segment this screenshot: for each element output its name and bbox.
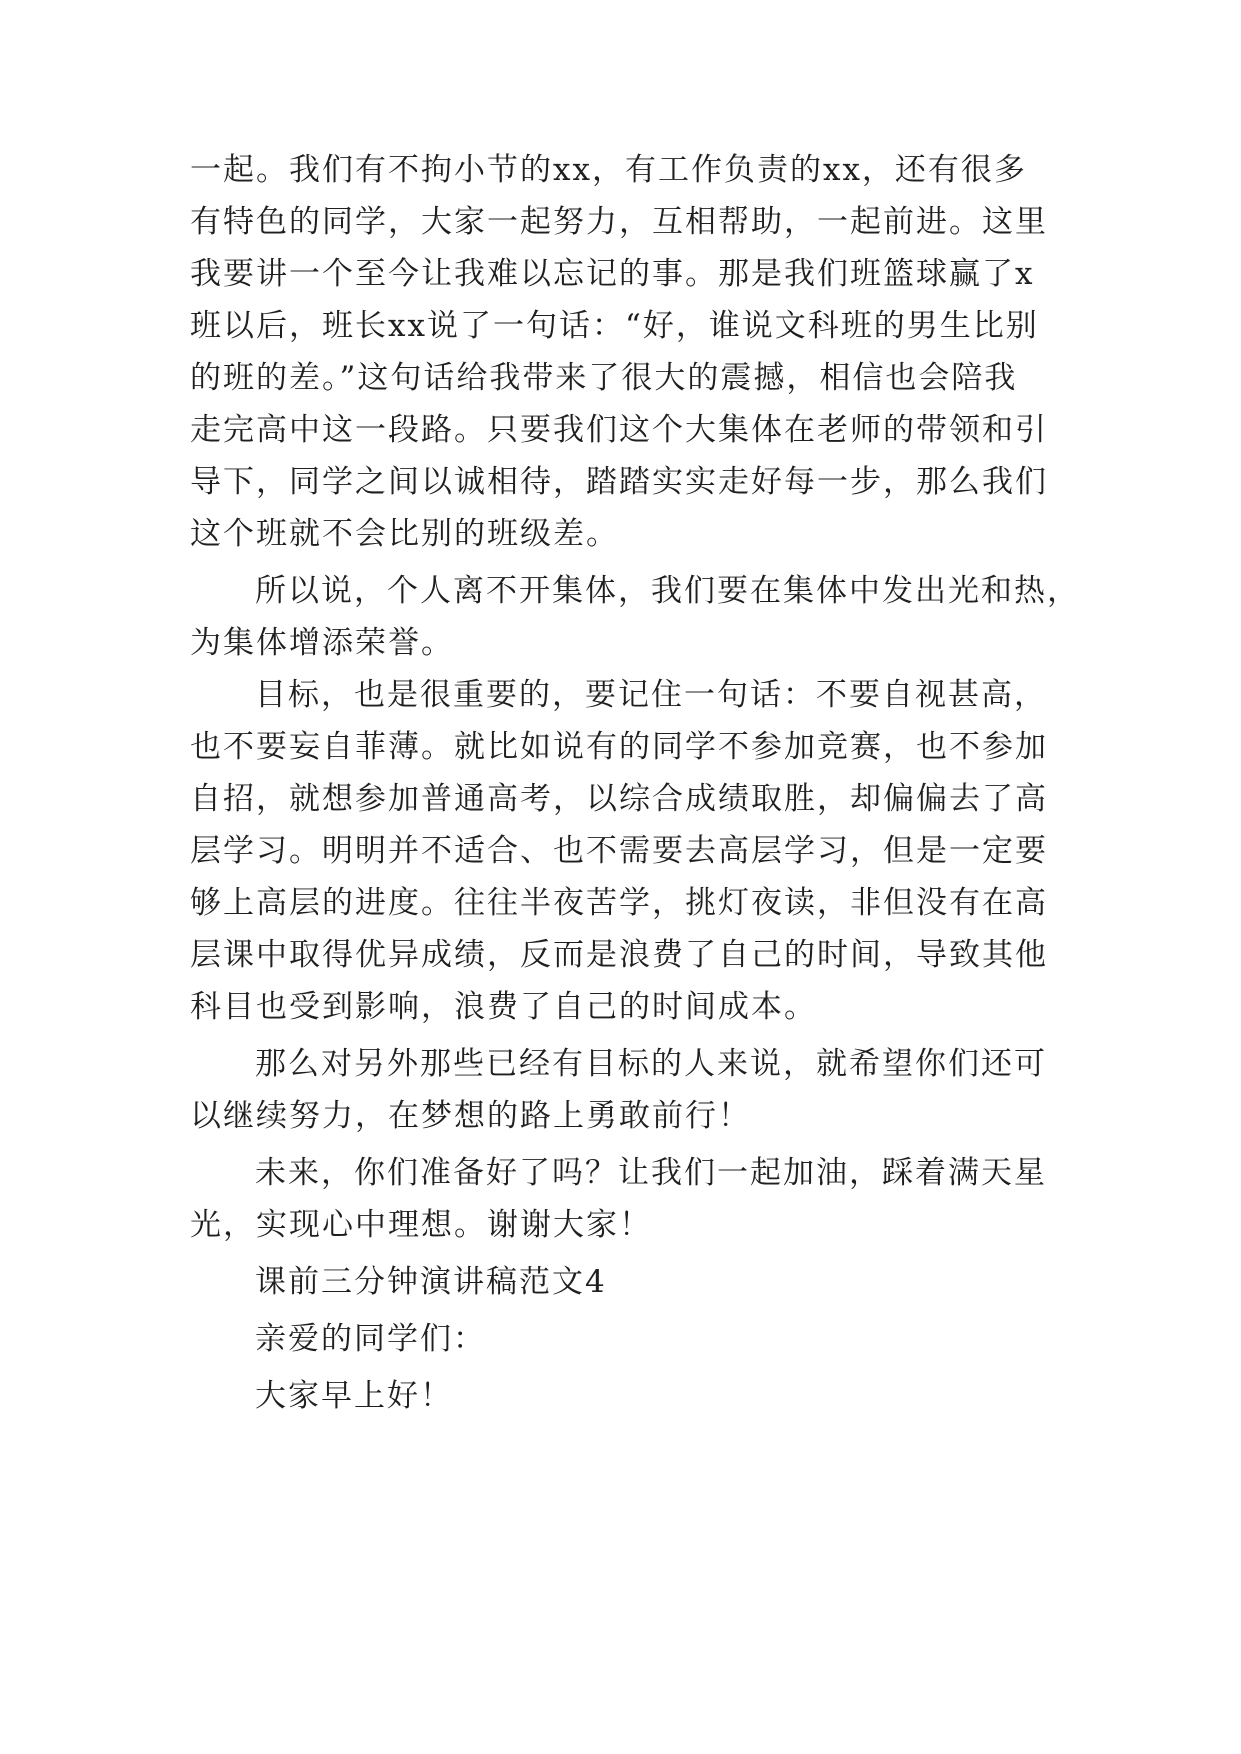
text-line: 够上高层的进度。往往半夜苦学，挑灯夜读，非但没有在高 [190, 885, 1048, 921]
text-line: 这个班就不会比别的班级差。 [190, 516, 619, 552]
text-line: 为集体增添荣誉。 [190, 625, 454, 661]
text-line: 光，实现心中理想。谢谢大家！ [190, 1207, 652, 1243]
text-line: 导下，同学之间以诚相待，踏踏实实走好每一步，那么我们 [190, 464, 1048, 500]
text-line: 有特色的同学，大家一起努力，互相帮助，一起前进。这里 [190, 204, 1048, 240]
text-line: 以继续努力，在梦想的路上勇敢前行！ [190, 1098, 751, 1134]
text-line: 一起。我们有不拘小节的xx，有工作负责的xx，还有很多 [190, 152, 1027, 188]
text-line: 走完高中这一段路。只要我们这个大集体在老师的带领和引 [190, 412, 1048, 448]
text-line: 我要讲一个至今让我难以忘记的事。那是我们班篮球赢了x [190, 256, 1035, 292]
text-line: 所以说，个人离不开集体，我们要在集体中发出光和热， [255, 573, 1080, 609]
salutation: 亲爱的同学们： [255, 1321, 486, 1357]
text-line: 科目也受到影响，浪费了自己的时间成本。 [190, 989, 817, 1025]
text-line: 班以后，班长xx说了一句话：“好，谁说文科班的男生比别 [190, 308, 1039, 344]
text-line: 未来，你们准备好了吗？让我们一起加油，踩着满天星 [255, 1155, 1047, 1191]
text-line: 自招，就想参加普通高考，以综合成绩取胜，却偏偏去了高 [190, 781, 1048, 817]
text-line: 层学习。明明并不适合、也不需要去高层学习，但是一定要 [190, 833, 1048, 869]
text-line: 的班的差。”这句话给我带来了很大的震撼，相信也会陪我 [190, 360, 1018, 396]
text-line: 那么对另外那些已经有目标的人来说，就希望你们还可 [255, 1046, 1047, 1082]
section-heading: 课前三分钟演讲稿范文4 [255, 1264, 607, 1300]
text-line: 也不要妄自菲薄。就比如说有的同学不参加竞赛，也不参加 [190, 729, 1048, 765]
text-line: 层课中取得优异成绩，反而是浪费了自己的时间，导致其他 [190, 937, 1048, 973]
text-line: 目标，也是很重要的，要记住一句话：不要自视甚高， [255, 677, 1047, 713]
greeting: 大家早上好！ [255, 1378, 453, 1414]
